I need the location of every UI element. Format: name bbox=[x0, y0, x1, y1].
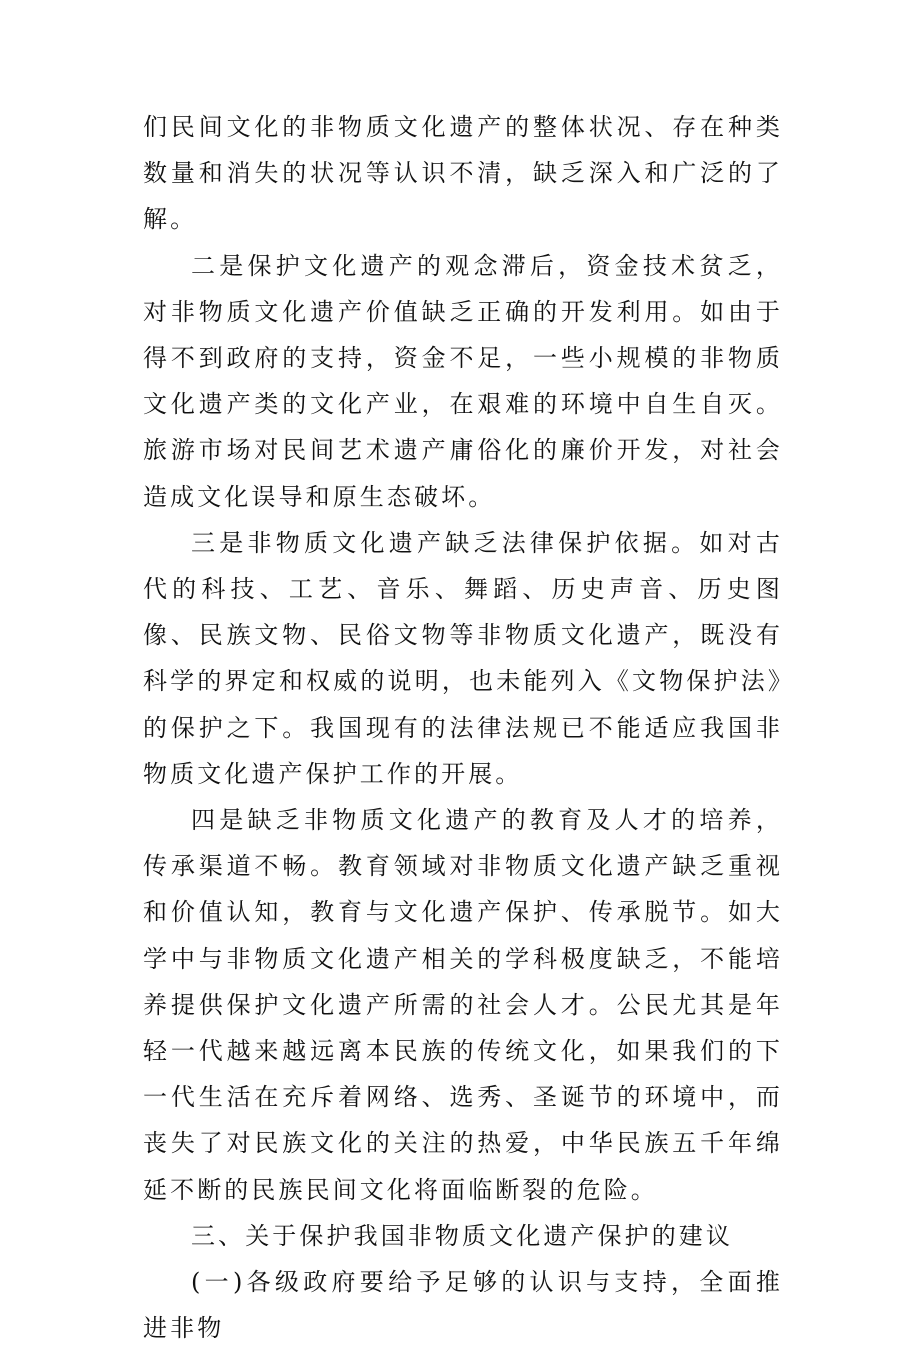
paragraph-suggestion-one: (一)各级政府要给予足够的认识与支持，全面推进非物 bbox=[143, 1268, 783, 1343]
document-body bbox=[143, 104, 783, 1351]
section-heading: 三、关于保护我国非物质文化遗产保护的建议 bbox=[191, 1221, 733, 1250]
paragraph-point-four: 四是缺乏非物质文化遗产的教育及人才的培养，传承渠道不畅。教育领域对非物质文化遗产缺乏重视和价值认知，教育与文化遗产保护、传承脱节。如大学中与非物质文化遗产相关的学科极度缺乏，不能培养提供保护文化遗产所需的社会人才。公民尤其是年轻一代越来越远离本民族的传统文化，如果我们的下一代生活在充斥着网络、选秀、圣诞节的环境中，而丧失了对民族文化的关注的热爱，中华民族五千年绵延不断的民族民间文化将面临断裂的危险。 bbox=[143, 806, 783, 1204]
paragraph-continuation: 们民间文化的非物质文化遗产的整体状况、存在种类数量和消失的状况等认识不清，缺乏深入和广泛的了解。 bbox=[143, 113, 783, 234]
paragraph-point-two: 二是保护文化遗产的观念滞后，资金技术贫乏，对非物质文化遗产价值缺乏正确的开发利用。如由于得不到政府的支持，资金不足，一些小规模的非物质文化遗产类的文化产业，在艰难的环境中自生自灭。旅游市场对民间艺术遗产庸俗化的廉价开发，对社会造成文化误导和原生态破坏。 bbox=[143, 251, 783, 511]
paragraph-point-three: 三是非物质文化遗产缺乏法律保护依据。如对古代的科技、工艺、音乐、舞蹈、历史声音、历史图像、民族文物、民俗文物等非物质文化遗产，既没有科学的界定和权威的说明，也未能列入《文物保护法》的保护之下。我国现有的法律法规已不能适应我国非物质文化遗产保护工作的开展。 bbox=[143, 528, 783, 788]
